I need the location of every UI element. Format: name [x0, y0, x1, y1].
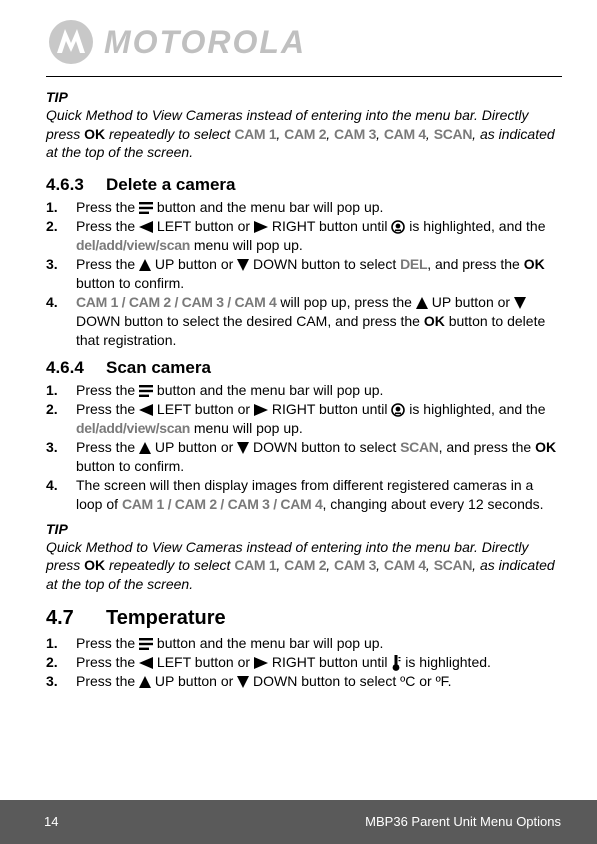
list-item: 4. The screen will then display images from different registered cameras in a loop of CAM 1 / CAM 2 / CAM 3 / CAM 4, changing about every 12 seconds. [46, 476, 544, 512]
page-header [0, 0, 597, 78]
header-divider [46, 76, 562, 77]
list-item: 1. Press the button and the menu bar will pop up. [46, 635, 384, 651]
list-item: 1. Press the button and the menu bar will pop up. [46, 381, 384, 398]
list-item: 2. Press the LEFT button or RIGHT button until is highlighted. [46, 654, 491, 670]
up-arrow-icon [416, 297, 428, 309]
list-item: 4. CAM 1 / CAM 2 / CAM 3 / CAM 4 will pop up, press the UP button or DOWN button to select the desired CAM, and press the OK button to delete that registration. [46, 293, 546, 348]
footer-title: MBP36 Parent Unit Menu Options [365, 814, 561, 829]
list-item: 1. Press the button and the menu bar will pop up. [46, 198, 384, 215]
right-arrow-icon [254, 221, 268, 233]
list-item: 2. Press the LEFT button or RIGHT button until is highlighted, and the del/add/view/scan menu will pop up. [46, 400, 546, 436]
temperature-steps [46, 634, 562, 691]
down-arrow-icon [237, 676, 249, 688]
left-arrow-icon [139, 404, 153, 416]
menu-icon [139, 202, 153, 214]
tip-label: TIP [46, 89, 68, 105]
left-arrow-icon [139, 657, 153, 669]
up-arrow-icon [139, 259, 151, 271]
camera-settings-icon [391, 220, 405, 234]
tip-label: TIP [46, 520, 68, 537]
section-heading-delete-camera: 4.6.3 Delete a camera [46, 174, 236, 194]
scan-camera-steps [46, 381, 562, 514]
down-arrow-icon [514, 297, 526, 309]
motorola-logo-icon [48, 19, 94, 65]
section-heading-temperature: 4.7 Temperature [46, 607, 226, 629]
camera-settings-icon [391, 403, 405, 417]
page-footer [0, 800, 597, 844]
left-arrow-icon [139, 221, 153, 233]
up-arrow-icon [139, 442, 151, 454]
right-arrow-icon [254, 657, 268, 669]
list-item: 3. Press the UP button or DOWN button to select SCAN, and press the OK button to confirm. [46, 438, 557, 474]
list-item: 3. Press the UP button or DOWN button to select DEL, and press the OK button to confirm. [46, 255, 545, 291]
tip-text: Quick Method to View Cameras instead of entering into the menu bar. Directly press OK repeatedly to select CAM 1, CAM 2, CAM 3, CAM 4, SCAN, as indicated at the top of the screen. [46, 538, 555, 592]
down-arrow-icon [237, 442, 249, 454]
tip-block [46, 520, 562, 594]
menu-icon [139, 638, 153, 650]
delete-camera-steps [46, 198, 562, 350]
right-arrow-icon [254, 404, 268, 416]
thermometer-icon [391, 655, 401, 671]
list-item: 2. Press the LEFT button or RIGHT button until is highlighted, and the del/add/view/scan menu will pop up. [46, 217, 546, 253]
list-item: 3. Press the UP button or DOWN button to select ºC or ºF. [46, 673, 452, 689]
page-content [46, 88, 562, 691]
page-number: 14 [44, 814, 59, 829]
tip-block [46, 88, 562, 162]
menu-icon [139, 385, 153, 397]
brand-name: MOTOROLA [104, 24, 307, 60]
down-arrow-icon [237, 259, 249, 271]
section-heading-scan-camera: 4.6.4 Scan camera [46, 357, 211, 377]
tip-text: Quick Method to View Cameras instead of entering into the menu bar. Directly press OK repeatedly to select CAM 1, CAM 2, CAM 3, CAM 4, SCAN, as indicated at the top of the screen. [46, 107, 555, 160]
up-arrow-icon [139, 676, 151, 688]
